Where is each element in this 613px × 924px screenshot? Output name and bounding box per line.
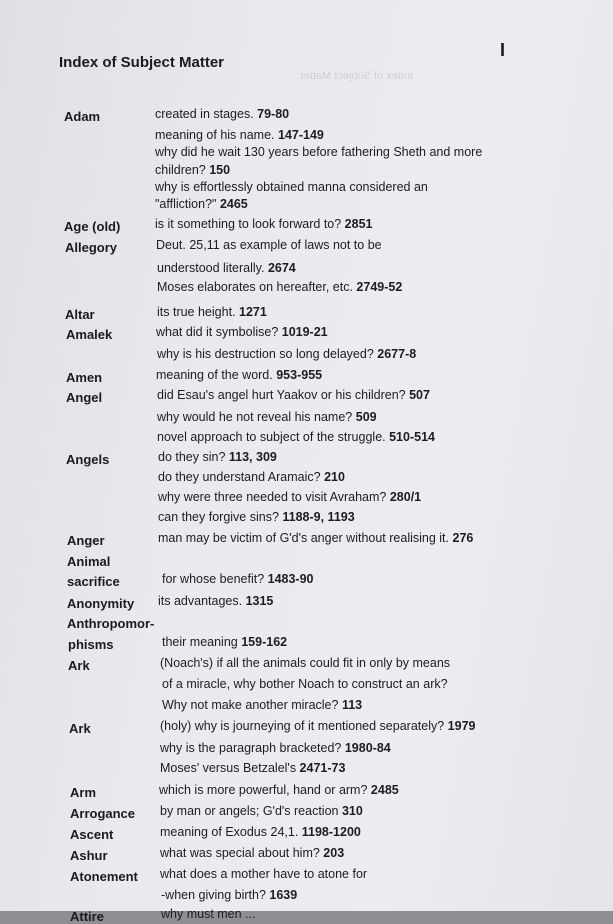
page-reference: 310 <box>338 804 363 818</box>
page-reference: 1188-9, 1193 <box>278 510 355 524</box>
index-entry-text <box>156 325 328 339</box>
entry-description: understood literally. <box>157 261 265 275</box>
page-reference: 2465 <box>216 197 248 211</box>
entry-description: Why not make another miracle? <box>162 698 339 712</box>
entry-description: why were three needed to visit Avraham? <box>158 490 387 504</box>
index-entry-text <box>160 867 367 881</box>
index-entry-text <box>161 888 297 902</box>
index-term: phisms <box>68 637 114 652</box>
index-entry-text <box>155 107 289 121</box>
page-reference: 113 <box>338 698 363 712</box>
index-term: Animal <box>67 554 111 569</box>
entry-description: (Noach's) if all the animals could fit in only by means <box>160 656 451 670</box>
index-entry-text <box>158 594 273 608</box>
entry-description: their meaning <box>162 635 238 649</box>
entry-description: what was special about him? <box>160 846 320 860</box>
entry-description: children? <box>155 163 206 177</box>
index-term: Attire <box>70 909 104 924</box>
page-reference: 510-514 <box>385 430 435 444</box>
index-entry-text <box>160 656 450 670</box>
index-entry-text <box>155 163 230 177</box>
index-entry-text <box>162 635 287 649</box>
entry-description: meaning of his name. <box>155 128 275 142</box>
entry-description: Moses elaborates on hereafter, etc. <box>157 280 353 294</box>
index-entry-text <box>162 677 448 691</box>
page-reference: 113, 309 <box>225 450 277 464</box>
entry-description: by man or angels; G'd's reaction <box>160 804 339 818</box>
index-entry-text <box>157 388 430 402</box>
page-title: Index of Subject Matter <box>59 54 225 71</box>
page-reference: 1639 <box>265 888 298 902</box>
entry-description: why is the paragraph bracketed? <box>160 741 342 755</box>
entry-description: meaning of the word. <box>156 368 273 382</box>
page-reference: 1980-84 <box>341 741 391 755</box>
page-reference: 210 <box>320 470 345 484</box>
page-reference: 2749-52 <box>352 280 403 294</box>
index-entry-text <box>158 531 473 545</box>
entry-description: (holy) why is journeying of it mentioned separately? <box>160 719 445 733</box>
index-term: Anger <box>67 533 105 548</box>
index-term: Ascent <box>70 827 114 842</box>
index-entry-text <box>155 128 324 142</box>
index-term: Amalek <box>66 327 113 342</box>
entry-description: what does a mother have to atone for <box>160 867 368 881</box>
entry-description: which is more powerful, hand or arm? <box>159 783 368 797</box>
index-term: Amen <box>66 370 103 385</box>
page-reference: 2677-8 <box>373 347 417 361</box>
entry-description: its true height. <box>157 305 236 319</box>
page-reference: 150 <box>205 163 231 177</box>
index-entry-text <box>156 368 322 382</box>
index-entry-text <box>155 197 248 211</box>
index-entry-text <box>158 470 345 484</box>
index-entry-text <box>155 217 372 231</box>
entry-description: "affliction?" <box>155 197 217 211</box>
index-term: Atonement <box>70 869 138 884</box>
index-entry-text <box>158 490 421 504</box>
entry-description: Deut. 25,11 as example of laws not to be <box>156 238 382 252</box>
entry-description: why is effortlessly obtained manna considered an <box>155 180 428 194</box>
entry-description: created in stages. <box>155 107 254 121</box>
index-term: Arrogance <box>70 806 136 821</box>
index-entry-text <box>160 846 344 860</box>
page-reference: 147-149 <box>274 128 324 142</box>
entry-description: why would he not reveal his name? <box>157 410 353 424</box>
entry-description: meaning of Exodus 24,1. <box>160 825 299 839</box>
page-reference: 2851 <box>341 217 373 231</box>
index-term: Anthropomor- <box>67 616 155 631</box>
page-reference: 507 <box>405 388 430 402</box>
index-term: Ashur <box>70 848 108 863</box>
page-reference: 1198-1200 <box>298 825 361 839</box>
entry-description: -when giving birth? <box>161 888 266 902</box>
index-term: Arm <box>70 785 97 800</box>
index-entry-text <box>155 180 428 194</box>
entry-description: for whose benefit? <box>162 572 265 586</box>
page-reference: 953-955 <box>272 368 323 382</box>
index-term: Anonymity <box>67 596 135 611</box>
page-reference: 159-162 <box>237 635 288 649</box>
index-entry-text <box>157 280 402 294</box>
index-entry-text <box>160 804 363 818</box>
entry-description: why is his destruction so long delayed? <box>157 347 374 361</box>
index-entry-text <box>160 825 361 839</box>
index-entry-text <box>161 907 255 921</box>
index-entry-text <box>159 783 399 797</box>
entry-description: of a miracle, why bother Noach to construct an ark? <box>162 677 448 691</box>
entry-description: its advantages. <box>158 594 243 608</box>
index-term: sacrifice <box>67 574 120 589</box>
page-reference: 2485 <box>367 783 399 797</box>
index-entry-text <box>162 572 314 586</box>
entry-description: can they forgive sins? <box>158 510 279 524</box>
index-term: Ark <box>68 658 90 673</box>
page-reference: 2471-73 <box>296 761 346 775</box>
entry-description: man may be victim of G'd's anger without realising it. <box>158 531 450 545</box>
index-entry-text <box>160 741 391 755</box>
page-reference: 1019-21 <box>278 325 328 339</box>
index-term: Age (old) <box>64 219 121 234</box>
entry-description: Moses' versus Betzalel's <box>160 761 297 775</box>
index-term: Altar <box>65 307 95 322</box>
index-entry-text <box>157 261 296 275</box>
index-entry-text <box>157 430 435 444</box>
index-entry-text <box>157 305 267 319</box>
bleed-through-text: Index of Subject Matter <box>300 70 414 82</box>
entry-description: what did it symbolise? <box>156 325 279 339</box>
page-reference: 276 <box>449 531 474 545</box>
index-term: Angels <box>66 452 110 467</box>
index-entry-text <box>157 410 377 424</box>
entry-description: do they understand Aramaic? <box>158 470 321 484</box>
entry-description: why did he wait 130 years before fathering Sheth and more <box>155 145 483 159</box>
entry-description: do they sin? <box>158 450 226 464</box>
index-entry-text <box>158 450 277 464</box>
page-reference: 1979 <box>444 719 476 733</box>
index-entry-text <box>155 145 482 159</box>
index-term: Ark <box>69 721 91 736</box>
index-entry-text <box>162 698 362 712</box>
index-term: Angel <box>66 390 103 405</box>
index-entry-text <box>160 761 345 775</box>
page-reference: 203 <box>319 846 345 860</box>
page-number: I <box>500 40 506 60</box>
page-reference: 1271 <box>235 305 267 319</box>
page-reference: 79-80 <box>253 107 290 121</box>
entry-description: novel approach to subject of the struggle. <box>157 430 386 444</box>
page-reference: 1315 <box>242 594 274 608</box>
entry-description: did Esau's angel hurt Yaakov or his children? <box>157 388 406 402</box>
page-reference: 509 <box>352 410 377 424</box>
index-entry-text <box>157 347 416 361</box>
page-reference: 280/1 <box>386 490 422 504</box>
page-reference: 1483-90 <box>264 572 314 586</box>
index-term: Adam <box>64 109 101 124</box>
entry-description: why must men ... <box>161 907 256 921</box>
page-reference: 2674 <box>264 261 296 275</box>
entry-description: is it something to look forward to? <box>155 217 342 231</box>
index-entry-text <box>156 238 382 252</box>
index-entry-text <box>160 719 475 733</box>
index-term: Allegory <box>65 240 118 255</box>
index-entry-text <box>158 510 355 524</box>
